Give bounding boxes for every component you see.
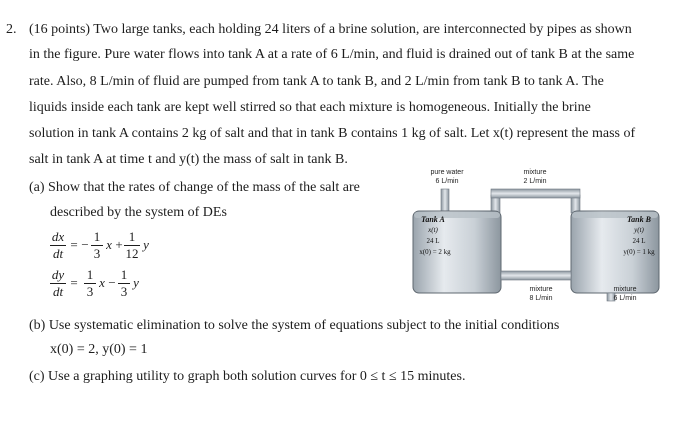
mixture-mid-rate-label: 8 L/min (529, 295, 553, 302)
problem-line-3: rate. Also, 8 L/min of fluid are pumped from tank A to tank B, and 2 L/min from tank B to tank A. The (29, 74, 604, 89)
part-a-label: (a) Show that the rates of change of the mass of the salt are (29, 180, 360, 195)
eq2-sign2: − (108, 275, 116, 290)
part-b-line1: (b) Use systematic elimination to solve the system of equations subject to the initial conditions (29, 318, 560, 333)
eq1-lhs-num: dx (51, 229, 65, 244)
tank-b-var: y(t) (634, 226, 644, 234)
eq2-c2-den: 3 (120, 284, 128, 299)
bottom-connector-pipe (501, 271, 571, 280)
problem-number: 2. (6, 22, 17, 37)
eq1-c2-num: 1 (128, 229, 136, 244)
tank-a-var: x(t) (428, 226, 438, 234)
mixture-out-rate-label: 6 L/min (613, 295, 637, 302)
pure-water-rate-label: 6 L/min (435, 178, 459, 185)
pure-water-label: pure water (430, 169, 464, 176)
eq1-v1: x (106, 237, 112, 252)
tank-b-initial: y(0) = 1 kg (623, 248, 655, 256)
eq1-sign2: + (115, 237, 123, 252)
problem-line-6: salt in tank A at time t and y(t) the mass of salt in tank B. (29, 152, 348, 167)
top-connector-pipe (491, 189, 580, 213)
eq1-equals: = (70, 237, 78, 252)
eq1-c1-den: 3 (93, 246, 101, 261)
eq2-v1: x (99, 275, 105, 290)
eq2-v2: y (133, 275, 139, 290)
part-a-line2: described by the system of DEs (50, 205, 227, 220)
eq2-c1-den: 3 (86, 284, 94, 299)
mixture-out-label: mixture (613, 286, 637, 293)
eq2-lhs-den: dt (52, 284, 64, 299)
eq1-c2-den: 12 (125, 246, 139, 261)
problem-line-4: liquids inside each tank are kept well stirred so that each mixture is homogeneous. Initially the brine (29, 100, 591, 115)
tank-a-initial: x(0) = 2 kg (419, 248, 451, 256)
tank-a-title: Tank A (421, 215, 445, 224)
problem-line-2: in the figure. Pure water flows into tank A at a rate of 6 L/min, and fluid is drained out of tank B at the same (29, 47, 635, 62)
eq1-sign1: − (81, 237, 89, 252)
tanks-figure (395, 165, 670, 315)
mixture-top-rate-label: 2 L/min (523, 178, 547, 185)
tank-b-title: Tank B (627, 215, 651, 224)
eq2-equals: = (70, 275, 78, 290)
problem-line-5: solution in tank A contains 2 kg of salt and that in tank B contains 1 kg of salt. Let x(t) represent the mass of (29, 126, 636, 141)
part-c-line1: (c) Use a graphing utility to graph both solution curves for 0 ≤ t ≤ 15 minutes. (29, 369, 466, 384)
eq2-c2-num: 1 (120, 267, 128, 282)
eq2-c1-num: 1 (86, 267, 94, 282)
eq2-lhs-num: dy (51, 267, 65, 282)
part-b-line2: x(0) = 2, y(0) = 1 (50, 342, 148, 357)
inlet-pipe (441, 189, 449, 213)
problem-line-1: (16 points) Two large tanks, each holding 24 liters of a brine solution, are interconnected by pipes as shown (29, 22, 632, 37)
tank-b-volume: 24 L (632, 237, 646, 245)
tank-a-volume: 24 L (426, 237, 440, 245)
eq1-c1-num: 1 (93, 229, 101, 244)
mixture-mid-label: mixture (529, 286, 553, 293)
mixture-top-label: mixture (523, 169, 547, 176)
eq1-v2: y (143, 237, 149, 252)
eq1-lhs-den: dt (52, 246, 64, 261)
